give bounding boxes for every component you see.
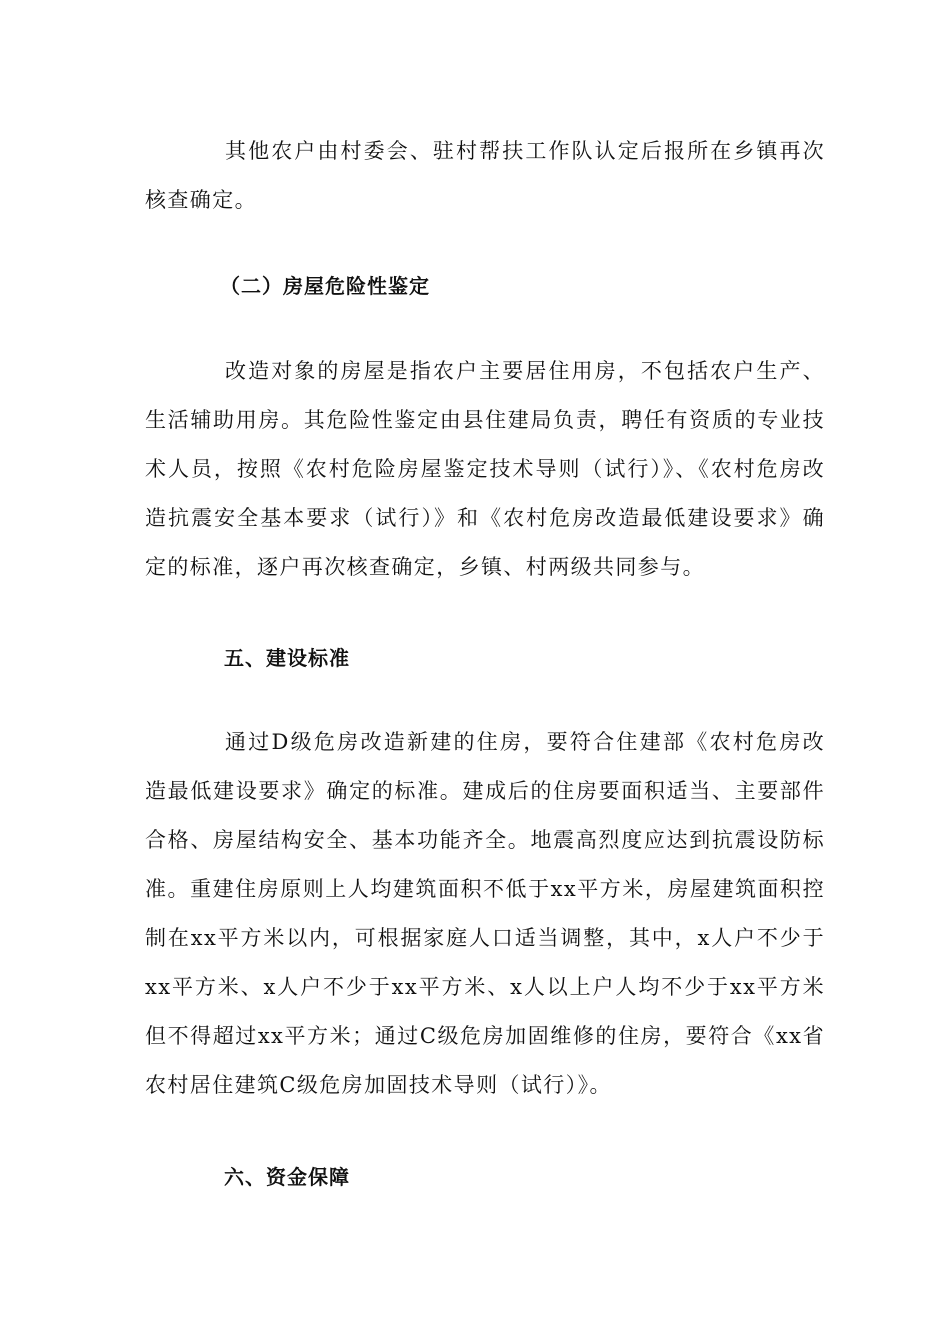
heading-funding-guarantee: 六、资金保障 [224, 1165, 350, 1189]
heading-house-risk-appraisal: （二）房屋危险性鉴定 [220, 274, 430, 298]
paragraph-other-households: 其他农户由村委会、驻村帮扶工作队认定后报所在乡镇再次核查确定。 [145, 139, 825, 212]
heading-construction-standards: 五、建设标准 [224, 646, 350, 670]
paragraph-construction-standards: 通过D级危房改造新建的住房，要符合住建部《农村危房改造最低建设要求》确定的标准。建成后的住房要面积适当、主要部件合格、房屋结构安全、基本功能齐全。地震高烈度应达到抗震设防标准。重建住房原则上人均建筑面积不低于xx平方米，房屋建筑面积控制在xx平方米以内，可根据家庭人口适当调整，其中，x人户不少于xx平方米、x人户不少于xx平方米、x人以上户人均不少于xx平方米但不得超过xx平方米；通过C级危房加固维修的住房，要符合《xx省农村居住建筑C级危房加固技术导则（试行）》。 [145, 730, 825, 1097]
paragraph-risk-appraisal: 改造对象的房屋是指农户主要居住用房，不包括农户生产、生活辅助用房。其危险性鉴定由县住建局负责，聘任有资质的专业技术人员，按照《农村危险房屋鉴定技术导则（试行）》、《农村危房改造抗震安全基本要求（试行）》和《农村危房改造最低建设要求》确定的标准，逐户再次核查确定，乡镇、村两级共同参与。 [145, 359, 825, 579]
